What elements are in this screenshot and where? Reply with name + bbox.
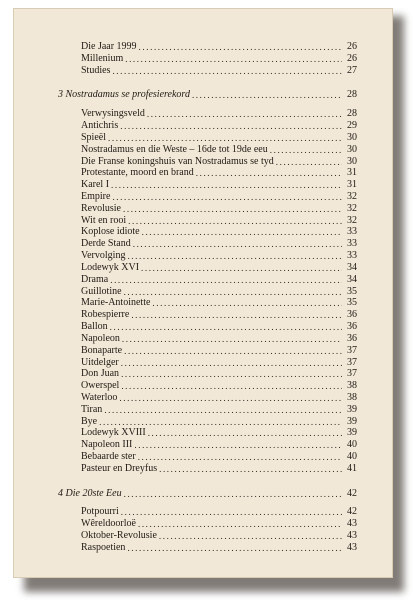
dot-leader	[138, 451, 342, 463]
dot-leader	[124, 488, 342, 500]
toc-page-number: 43	[347, 530, 357, 541]
dot-leader	[131, 309, 342, 321]
toc-title: Verwysingsveld	[81, 108, 145, 119]
dot-leader	[134, 439, 342, 451]
toc-page-number: 26	[347, 41, 357, 52]
dot-leader	[111, 179, 342, 191]
dot-leader	[120, 120, 342, 132]
dot-leader	[104, 404, 342, 416]
toc-page-number: 35	[347, 286, 357, 297]
dot-leader	[133, 238, 342, 250]
dot-leader	[196, 167, 342, 179]
toc-page-number: 39	[347, 427, 357, 438]
toc-title: Derde Stand	[81, 238, 131, 249]
toc-entry	[81, 439, 357, 451]
toc-title: Robespierre	[81, 309, 130, 320]
toc-page-number: 34	[347, 274, 357, 285]
toc-entry	[81, 262, 357, 274]
toc-page-number: 42	[347, 488, 357, 499]
dot-leader	[125, 53, 342, 65]
toc-page-number: 33	[347, 238, 357, 249]
toc-page-number: 37	[347, 345, 357, 356]
dot-leader	[147, 108, 342, 120]
toc-entry	[81, 108, 357, 120]
toc-title: Wit en rooi	[81, 215, 127, 226]
toc-title: Nostradamus en die Weste – 16de tot 19de eeu	[81, 144, 268, 155]
toc-title: Die Franse koningshuis van Nostradamus se tyd	[81, 156, 274, 167]
toc-page-number: 38	[347, 392, 357, 403]
toc-page-number: 33	[347, 250, 357, 261]
toc-title: Drama	[81, 274, 109, 285]
toc-entry	[81, 333, 357, 345]
dot-leader	[192, 89, 342, 101]
toc-title: Empire	[81, 191, 111, 202]
toc-page-number: 28	[347, 89, 357, 100]
dot-leader	[127, 542, 342, 554]
dot-leader	[112, 191, 342, 203]
toc-entry	[81, 463, 357, 475]
toc-title: Marie-Antoinette	[81, 297, 151, 308]
toc-title: Die Jaar 1999	[81, 41, 137, 52]
toc-page-number: 43	[347, 518, 357, 529]
toc-title: Millenium	[81, 53, 124, 64]
dot-leader	[124, 345, 342, 357]
toc-entry	[81, 309, 357, 321]
toc-title: Oktober-Revolusie	[81, 530, 157, 541]
toc-title: Koplose idiote	[81, 226, 140, 237]
dot-leader	[110, 274, 342, 286]
toc-entry	[81, 132, 357, 144]
toc-entry	[81, 250, 357, 262]
toc-entry	[81, 427, 357, 439]
toc-page-number: 30	[347, 132, 357, 143]
toc-page-number: 35	[347, 297, 357, 308]
toc-title: 4 Die 20ste Eeu	[58, 488, 122, 499]
toc-title: Ballon	[81, 321, 108, 332]
toc-section-heading	[58, 89, 357, 101]
toc-page-number: 26	[347, 53, 357, 64]
toc-entry	[81, 238, 357, 250]
toc-title: Protestante, moord en brand	[81, 167, 194, 178]
toc-page-number: 36	[347, 333, 357, 344]
toc-entry	[81, 226, 357, 238]
toc-page-number: 38	[347, 380, 357, 391]
toc-entry	[81, 203, 357, 215]
toc-page-number: 33	[347, 226, 357, 237]
toc-entry	[81, 368, 357, 380]
toc-page-number: 40	[347, 451, 357, 462]
toc-page-number: 39	[347, 416, 357, 427]
toc-entry	[81, 274, 357, 286]
toc-entry	[81, 144, 357, 156]
dot-leader	[159, 530, 342, 542]
toc-page-number: 37	[347, 368, 357, 379]
toc-entry	[81, 167, 357, 179]
dot-leader	[119, 392, 342, 404]
toc-entry	[81, 297, 357, 309]
toc-title: 3 Nostradamus se profesierekord	[58, 89, 190, 100]
dot-leader	[139, 41, 342, 53]
toc-title: Napoleon	[81, 333, 120, 344]
dot-leader	[138, 518, 342, 530]
toc-page-number: 27	[347, 65, 357, 76]
toc-title: Owerspel	[81, 380, 120, 391]
toc-page-number: 30	[347, 156, 357, 167]
dot-leader	[270, 144, 342, 156]
dot-leader	[121, 506, 342, 518]
toc-entry	[81, 392, 357, 404]
toc-page-number: 36	[347, 321, 357, 332]
toc-entry	[81, 451, 357, 463]
toc-entry	[81, 404, 357, 416]
toc-entry	[81, 120, 357, 132]
toc-entry	[81, 518, 357, 530]
toc-entry	[81, 321, 357, 333]
toc-page-number: 32	[347, 203, 357, 214]
dot-leader	[141, 262, 342, 274]
toc-page-number: 28	[347, 108, 357, 119]
toc-page-number: 40	[347, 439, 357, 450]
toc-title: Guillotine	[81, 286, 122, 297]
dot-leader	[112, 65, 342, 77]
toc-title: Karel I	[81, 179, 110, 190]
toc-page-number: 34	[347, 262, 357, 273]
dot-leader	[127, 250, 342, 262]
dot-leader	[108, 132, 342, 144]
toc-entry	[81, 542, 357, 554]
dot-leader	[142, 226, 342, 238]
toc-title: Antichris	[81, 120, 119, 131]
toc-entry	[81, 380, 357, 392]
toc-title: Raspoetien	[81, 542, 126, 553]
toc-title: Potpourri	[81, 506, 119, 517]
toc-page-number: 32	[347, 191, 357, 202]
toc-title: Napoleon III	[81, 439, 133, 450]
toc-page-number: 41	[347, 463, 357, 474]
toc-title: Bonaparte	[81, 345, 123, 356]
dot-leader	[148, 427, 342, 439]
toc-entry	[81, 53, 357, 65]
toc-title: Spieël	[81, 132, 106, 143]
toc-page-number: 30	[347, 144, 357, 155]
toc-page-number: 43	[347, 542, 357, 553]
toc-title: Lodewyk XVI	[81, 262, 140, 273]
toc-entry	[81, 179, 357, 191]
toc-page-number: 31	[347, 179, 357, 190]
dot-leader	[123, 203, 342, 215]
dot-leader	[110, 321, 342, 333]
toc-entry	[81, 506, 357, 518]
toc-page-number: 37	[347, 357, 357, 368]
dot-leader	[121, 380, 342, 392]
toc-page-number: 31	[347, 167, 357, 178]
toc-title: Uitdelger	[81, 357, 119, 368]
toc-entry	[81, 345, 357, 357]
toc-title: Studies	[81, 65, 111, 76]
dot-leader	[121, 368, 342, 380]
toc-title: Lodewyk XVIII	[81, 427, 146, 438]
toc-title: Tiran	[81, 404, 103, 415]
toc-page-number: 42	[347, 506, 357, 517]
toc-title: Bebaarde ster	[81, 451, 136, 462]
toc-page-number: 32	[347, 215, 357, 226]
toc-entry	[81, 191, 357, 203]
book-page	[13, 8, 393, 578]
toc-title: Pasteur en Dreyfus	[81, 463, 158, 474]
toc-title: Don Juan	[81, 368, 120, 379]
dot-leader	[152, 297, 342, 309]
toc-title: Wêreldoorloë	[81, 518, 136, 529]
toc-section-heading	[58, 488, 357, 500]
toc-title: Waterloo	[81, 392, 118, 403]
toc-title: Revolusie	[81, 203, 121, 214]
toc-entry	[81, 41, 357, 53]
toc-title: Vervolging	[81, 250, 126, 261]
toc-page-number: 39	[347, 404, 357, 415]
toc-entry	[81, 530, 357, 542]
dot-leader	[159, 463, 342, 475]
toc-entry	[81, 65, 357, 77]
toc-page-number: 29	[347, 120, 357, 131]
toc-title: Bye	[81, 416, 98, 427]
dot-leader	[122, 333, 342, 345]
toc-page-number: 36	[347, 309, 357, 320]
